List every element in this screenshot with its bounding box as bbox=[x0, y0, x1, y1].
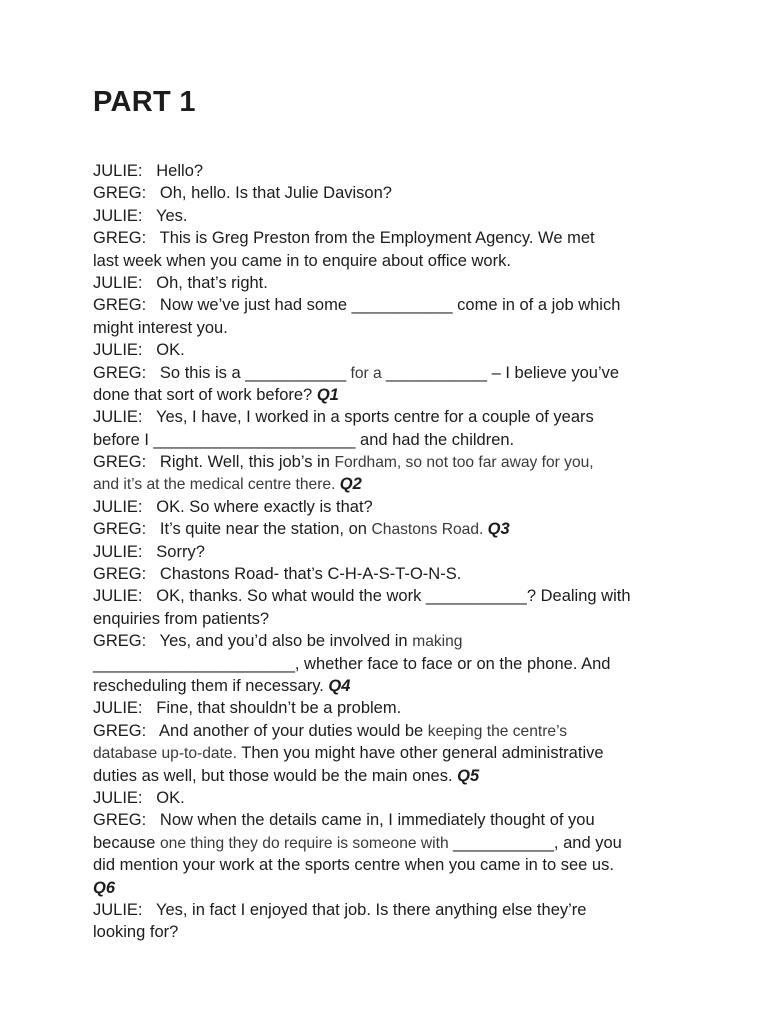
transcript-text: Then you might have other general administrative bbox=[241, 744, 604, 763]
transcript-line bbox=[93, 384, 683, 406]
transcript-line bbox=[93, 250, 683, 272]
answer-blank: ______________________ bbox=[93, 654, 295, 673]
transcript-text: duties as well, but those would be the main ones. bbox=[93, 766, 458, 785]
transcript-text: JULIE: OK. bbox=[93, 788, 185, 807]
transcript-text: , whether face to face or on the phone. And bbox=[294, 654, 611, 673]
transcript-line bbox=[93, 541, 683, 563]
transcript-line bbox=[93, 585, 683, 607]
transcript-line bbox=[93, 294, 683, 316]
transcript-text: GREG: Right. Well, this job’s in bbox=[93, 453, 335, 472]
transcript-text: GREG: Now when the details came in, I immediately thought of you bbox=[93, 811, 595, 830]
transcript-line bbox=[93, 899, 683, 921]
transcript-line bbox=[93, 406, 683, 428]
transcript-text: before I bbox=[93, 430, 154, 449]
transcript-line bbox=[93, 765, 683, 787]
transcript-line bbox=[93, 362, 683, 384]
transcript-text: GREG: Chastons Road- that’s C-H-A-S-T-O-N-S. bbox=[93, 565, 462, 584]
transcript-text: JULIE: Oh, that’s right. bbox=[93, 273, 268, 292]
transcript-text: – I believe you’ve bbox=[487, 363, 620, 382]
transcript-line bbox=[93, 653, 683, 675]
page-title: PART 1 bbox=[93, 86, 196, 118]
transcript-text: JULIE: Fine, that shouldn’t be a problem. bbox=[93, 699, 402, 718]
transcript-line bbox=[93, 832, 683, 854]
transcript-line bbox=[93, 809, 683, 831]
question-marker: Q5 bbox=[457, 766, 480, 785]
transcript-text: GREG: Yes, and you’d also be involved in bbox=[93, 632, 413, 651]
transcript-text: one thing they do require is someone with bbox=[159, 834, 453, 852]
transcript-text: JULIE: Sorry? bbox=[93, 542, 205, 561]
question-marker: Q1 bbox=[316, 385, 339, 404]
transcript-line bbox=[93, 451, 683, 473]
answer-blank: ___________ bbox=[452, 833, 554, 852]
transcript-text: JULIE: OK, thanks. So what would the work bbox=[93, 587, 426, 606]
question-marker: Q4 bbox=[328, 676, 351, 695]
transcript-text: JULIE: Yes, in fact I enjoyed that job. Is there anything else they’re bbox=[93, 900, 587, 919]
transcript-text: and had the children. bbox=[355, 430, 515, 449]
transcript-text: GREG: Oh, hello. Is that Julie Davison? bbox=[93, 184, 392, 203]
transcript-line bbox=[93, 630, 683, 652]
transcript-line bbox=[93, 205, 683, 227]
transcript-text: JULIE: OK. So where exactly is that? bbox=[93, 497, 373, 516]
transcript-text: ? Dealing with bbox=[526, 587, 631, 606]
question-marker: Q3 bbox=[487, 520, 510, 539]
transcript-text: done that sort of work before? bbox=[93, 385, 317, 404]
transcript-text: come in of a job which bbox=[452, 296, 621, 315]
transcript-line bbox=[93, 339, 683, 361]
transcript-text: , and you bbox=[553, 833, 622, 852]
question-marker: Q6 bbox=[93, 878, 116, 897]
transcript-text: Fordham, so not too far away for you, bbox=[334, 454, 594, 472]
transcript-text: GREG: And another of your duties would be bbox=[93, 721, 428, 740]
transcript-text: because bbox=[93, 833, 160, 852]
question-marker: Q2 bbox=[339, 475, 362, 494]
transcript-text: for a bbox=[346, 364, 387, 382]
transcript-text: looking for? bbox=[93, 923, 179, 942]
transcript-line bbox=[93, 317, 683, 339]
transcript-text: GREG: So this is a bbox=[93, 363, 246, 382]
transcript-text: GREG: This is Greg Preston from the Employment Agency. We met bbox=[93, 229, 595, 248]
transcript-text: GREG: It’s quite near the station, on bbox=[93, 520, 372, 539]
transcript-line bbox=[93, 675, 683, 697]
transcript-text: JULIE: OK. bbox=[93, 341, 185, 360]
answer-blank: ___________ bbox=[351, 296, 453, 315]
transcript-line bbox=[93, 742, 683, 764]
transcript-text: JULIE: Hello? bbox=[93, 162, 204, 180]
transcript-line bbox=[93, 921, 683, 943]
transcript-text: GREG: Now we’ve just had some bbox=[93, 296, 352, 315]
answer-blank: ___________ bbox=[245, 363, 347, 382]
transcript-line bbox=[93, 429, 683, 451]
transcript-line bbox=[93, 854, 683, 876]
answer-blank: ___________ bbox=[425, 587, 527, 606]
transcript-line bbox=[93, 160, 683, 182]
transcript-text: database up-to-date. bbox=[93, 745, 242, 763]
transcript-line bbox=[93, 227, 683, 249]
transcript-line bbox=[93, 473, 683, 495]
transcript-text: rescheduling them if necessary. bbox=[93, 676, 329, 695]
transcript-line bbox=[93, 496, 683, 518]
transcript-body bbox=[93, 160, 683, 944]
transcript-text: JULIE: Yes. bbox=[93, 206, 188, 225]
transcript-text: making bbox=[412, 633, 463, 651]
transcript-line bbox=[93, 182, 683, 204]
transcript-line bbox=[93, 563, 683, 585]
transcript-line bbox=[93, 272, 683, 294]
transcript-text: Chastons Road. bbox=[371, 521, 488, 539]
transcript-line bbox=[93, 877, 683, 899]
transcript-line bbox=[93, 787, 683, 809]
transcript-text: did mention your work at the sports centre when you came in to see us. bbox=[93, 856, 614, 875]
transcript-line bbox=[93, 518, 683, 540]
transcript-line bbox=[93, 608, 683, 630]
answer-blank: ______________________ bbox=[153, 430, 356, 449]
answer-blank: ___________ bbox=[386, 363, 487, 382]
transcript-text: JULIE: Yes, I have, I worked in a sports centre for a couple of years bbox=[93, 408, 594, 427]
transcript-text: enquiries from patients? bbox=[93, 609, 270, 628]
transcript-text: might interest you. bbox=[93, 318, 228, 337]
transcript-line bbox=[93, 697, 683, 719]
transcript-text: keeping the centre’s bbox=[427, 722, 568, 740]
transcript-text: and it’s at the medical centre there. bbox=[93, 476, 340, 494]
transcript-text: last week when you came in to enquire about office work. bbox=[93, 251, 511, 270]
transcript-line bbox=[93, 720, 683, 742]
